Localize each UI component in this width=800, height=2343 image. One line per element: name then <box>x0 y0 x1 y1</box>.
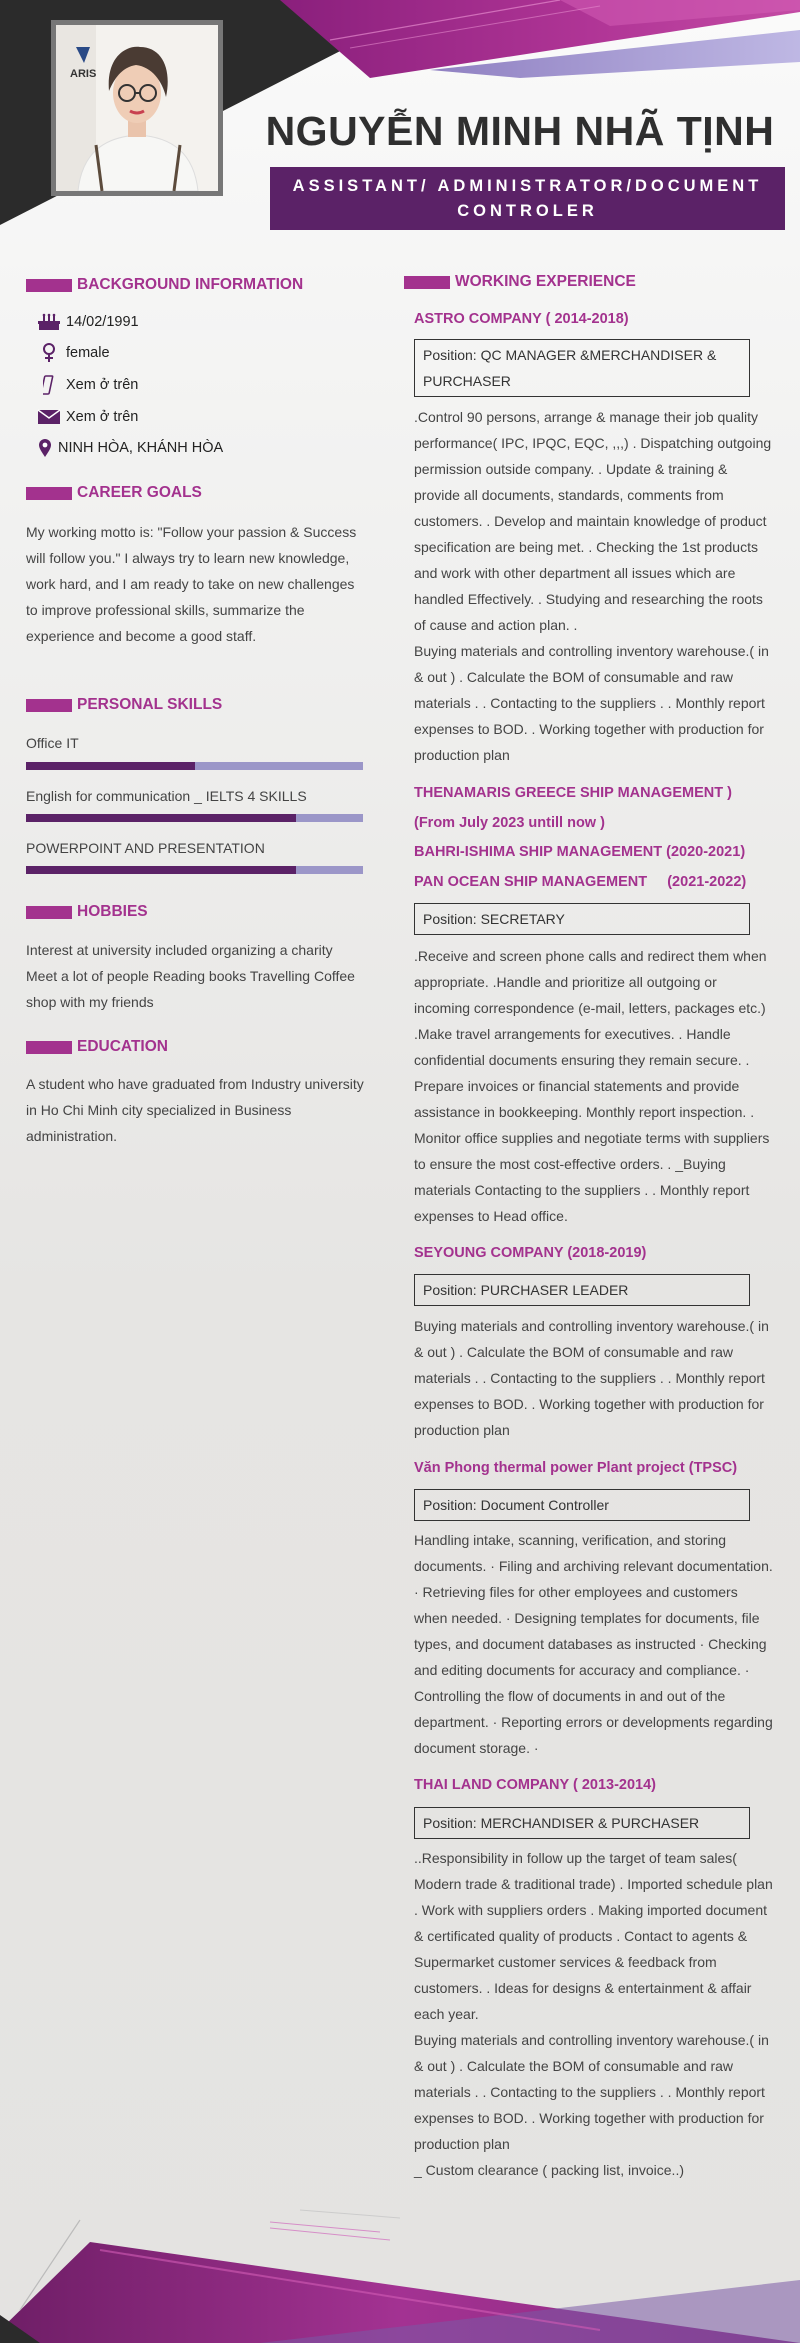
address-row <box>35 438 223 458</box>
company-name: PAN OCEAN SHIP MANAGEMENT (2021-2022) <box>414 874 747 890</box>
education-heading: EDUCATION <box>26 1038 168 1056</box>
gender-value: female <box>66 345 110 361</box>
job-title-banner <box>270 167 785 230</box>
skill-name: English for communication _ IELTS 4 SKILLS <box>26 788 307 804</box>
hobbies-text: Interest at university included organizing a charity Meet a lot of people Reading books Travelling Coffee shop with my friends <box>26 942 355 1010</box>
email-row <box>35 407 138 427</box>
skill-level-fill <box>26 762 195 770</box>
position-box: Position: SECRETARY <box>414 903 750 935</box>
heading-accent-bar <box>26 1041 72 1054</box>
photo-logo-text: ARIS <box>70 68 97 80</box>
position-box: Position: QC MANAGER &MERCHANDISER & PURCHASER <box>414 339 750 397</box>
location-pin-icon <box>35 438 55 458</box>
background-info-heading: BACKGROUND INFORMATION <box>26 276 303 294</box>
email-icon <box>35 407 63 427</box>
company-name: THAI LAND COMPANY ( 2013-2014) <box>414 1777 656 1793</box>
personal-skills-heading: PERSONAL SKILLS <box>26 696 222 714</box>
career-goals-heading: CAREER GOALS <box>26 484 202 502</box>
job-description: Buying materials and controlling inventory warehouse.( in & out ) . Calculate the BOM of consumable and raw materials . . Contacting to the suppliers . . Monthly report expenses to BOD. . Working together with production for production plan <box>414 1318 769 1438</box>
skill-name: Office IT <box>26 735 79 751</box>
job-description: ..Responsibility in follow up the target of team sales( Modern trade & traditional trade) . Imported schedule plan . Work with suppliers orders . Making imported document & certificated quality of products . Contact to agents & Supermarket customer services & feedback from customers. . Ideas for designs & entertainment & affair each year. Buying materials and controlling inventory warehouse.( in & out ) . Calculate the BOM of consumable and raw materials . . Contacting to the suppliers . . Monthly report expenses to BOD. . Working together with production for production plan _ Custom clearance ( packing list, invoice..) <box>414 1850 773 2178</box>
position-box: Position: PURCHASER LEADER <box>414 1274 750 1306</box>
company-name: ASTRO COMPANY ( 2014-2018) <box>414 311 629 327</box>
skill-level-fill <box>26 814 296 822</box>
hobbies-heading: HOBBIES <box>26 903 148 921</box>
skill-level-bar <box>26 866 363 874</box>
address-value: NINH HÒA, KHÁNH HÒA <box>58 440 224 456</box>
skill-level-bar <box>26 762 363 770</box>
profile-photo <box>51 20 223 196</box>
job-title-text: ASSISTANT/ ADMINISTRATOR/DOCUMENT CONTROLER <box>292 176 763 220</box>
working-experience-heading: WORKING EXPERIENCE <box>404 273 636 291</box>
heading-accent-bar <box>26 279 72 292</box>
skill-name: POWERPOINT AND PRESENTATION <box>26 840 265 856</box>
job-description: .Control 90 persons, arrange & manage their job quality performance( IPC, IPQC, EQC, ,,,) . Dispatching outgoing permission outside company. . Update & training & provide all documents, standards, comments from customers. . Develop and maintain knowledge of product specification are being met. . Checking the 1st products and work with other department all issues which are handled Effectively. . Studying and researching the roots of cause and action plan. . Buying materials and controlling inventory warehouse.( in & out ) . Calculate the BOM of consumable and raw materials . . Contacting to the suppliers . . Monthly report expenses to BOD. . Working together with production for production plan <box>414 409 772 763</box>
education-text: A student who have graduated from Industry university in Ho Chi Minh city specialized in Business administration. <box>26 1076 364 1144</box>
birthday-cake-icon <box>35 312 63 332</box>
company-name: BAHRI-ISHIMA SHIP MANAGEMENT (2020-2021) <box>414 844 746 860</box>
heading-accent-bar <box>26 699 72 712</box>
heading-accent-bar <box>26 906 72 919</box>
female-icon <box>35 343 63 363</box>
heading-accent-bar <box>404 276 450 289</box>
position-box: Position: MERCHANDISER & PURCHASER <box>414 1807 750 1839</box>
job-description: .Receive and screen phone calls and redirect them when appropriate. .Handle and prioritize all outgoing or incoming correspondence (e-mail, letters, packages etc.) .Make travel arrangements for executives. . Handle confidential documents ensuring they remain secure. . Prepare invoices or financial statements and provide assistance in bookkeeping. Monthly report inspection. . Monitor office supplies and negotiate terms with suppliers to ensure the most cost-effective orders. . _Buying materials Contacting to the suppliers . . Monthly report expenses to Head office. <box>414 948 770 1224</box>
birthdate-value: 14/02/1991 <box>66 314 139 330</box>
gender-row <box>35 343 110 363</box>
skill-level-fill <box>26 866 296 874</box>
phone-value: Xem ở trên <box>66 377 139 393</box>
footer-decoration <box>0 2190 800 2343</box>
phone-icon <box>35 375 63 395</box>
job-description: Handling intake, scanning, verification, and storing documents. · Filing and archiving relevant documentation. · Retrieving files for other employees and customers when needed. · Designing templates for documents, file types, and document databases as instructed · Checking and editing documents for accuracy and compliance. · Controlling the flow of documents in and out of the department. · Reporting errors or developments regarding document storage. · <box>414 1532 773 1756</box>
heading-accent-bar <box>26 487 72 500</box>
phone-row <box>35 375 138 395</box>
career-goals-text: My working motto is: "Follow your passion & Success will follow you." I always try to learn new knowledge, work hard, and I am ready to take on new challenges to improve professional skills, summarize the experience and become a good staff. <box>26 524 357 644</box>
company-name: Văn Phong thermal power Plant project (TPSC) <box>414 1460 738 1476</box>
candidate-name: NGUYỄN MINH NHÃ TỊNH <box>265 108 775 154</box>
skill-level-bar <box>26 814 363 822</box>
company-name: SEYOUNG COMPANY (2018-2019) <box>414 1245 647 1261</box>
birthdate-row <box>35 312 139 332</box>
email-value: Xem ở trên <box>66 409 139 425</box>
company-name: THENAMARIS GREECE SHIP MANAGEMENT ) (From July 2023 untill now ) <box>414 785 732 831</box>
position-box: Position: Document Controller <box>414 1489 750 1521</box>
